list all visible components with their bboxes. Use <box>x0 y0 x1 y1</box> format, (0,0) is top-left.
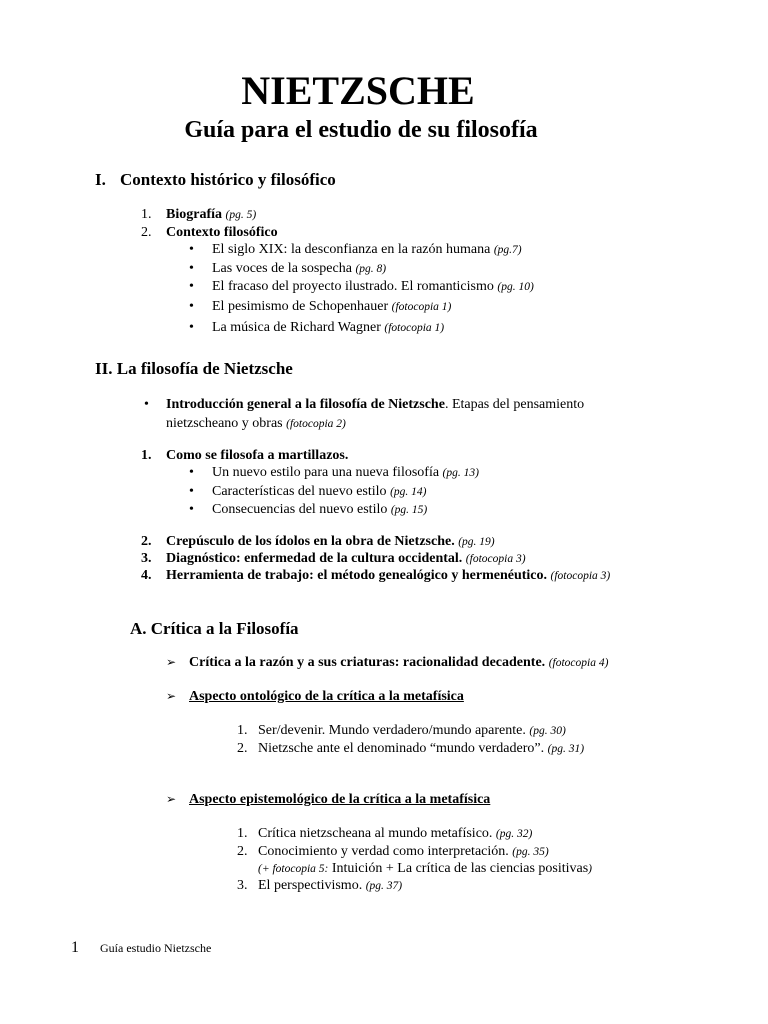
bullet-icon: • <box>189 279 194 294</box>
list-item <box>166 535 495 549</box>
list-number: 3. <box>237 878 248 893</box>
note-suffix: ) <box>588 863 593 875</box>
list-item-label: Crítica a la razón y a sus criaturas: racionalidad decadente. <box>189 655 546 670</box>
page-reference: (fotocopia 1) <box>384 322 445 334</box>
arrow-bullet-icon: ➢ <box>166 655 177 669</box>
page-reference: (fotocopia 4) <box>548 657 609 669</box>
document-title: NIETZSCHE <box>241 68 475 113</box>
page-reference: (fotocopia 2) <box>286 418 346 430</box>
intro-text: . Etapas del pensamiento <box>444 397 585 412</box>
page-reference: (pg. 13) <box>442 467 479 479</box>
list-item <box>258 827 532 841</box>
list-item-text: Características del nuevo estilo <box>212 484 387 499</box>
list-item-text: Ser/devenir. Mundo verdadero/mundo aparente. <box>258 723 526 738</box>
page-reference: (fotocopia 1) <box>391 301 452 313</box>
list-item-text: El fracaso del proyecto ilustrado. El romanticismo <box>212 279 494 294</box>
list-number: 2. <box>141 534 152 549</box>
list-item-text: El pesimismo de Schopenhauer <box>212 299 389 314</box>
page-reference: (fotocopia 3) <box>550 570 611 582</box>
list-item <box>212 321 444 335</box>
arrow-bullet-icon: ➢ <box>166 792 177 806</box>
list-item <box>212 300 451 314</box>
list-item-label: Herramienta de trabajo: el método genealógico y hermenéutico. <box>166 568 548 583</box>
footer-text: Guía estudio Nietzsche <box>100 941 212 955</box>
bullet-icon: • <box>189 465 194 480</box>
list-number: 1. <box>237 723 248 738</box>
subsection-heading: Aspecto ontológico de la crítica a la metafísica <box>189 689 464 704</box>
page-reference: (pg. 19) <box>458 536 495 548</box>
page-number: 1 <box>71 939 79 956</box>
list-item <box>212 262 386 276</box>
list-item <box>166 569 610 583</box>
page-reference: (pg. 15) <box>390 504 428 516</box>
bullet-icon: • <box>189 320 194 335</box>
page-reference: (pg. 35) <box>512 846 549 858</box>
note-text: Intuición + La crítica de las ciencias positivas <box>328 861 589 876</box>
list-item-text: Un nuevo estilo para una nueva filosofía <box>212 465 440 480</box>
list-item-label: Biografía <box>166 207 222 222</box>
page-reference: (pg. 8) <box>355 263 387 275</box>
list-item-text: Las voces de la sospecha <box>212 261 352 276</box>
list-item-text: Consecuencias del nuevo estilo <box>212 502 388 517</box>
list-item-text: Crítica nietzscheana al mundo metafísico. <box>258 826 493 841</box>
list-item-label: Como se filosofa a martillazos. <box>166 448 349 463</box>
intro-line-1 <box>166 398 584 412</box>
list-item <box>166 552 526 566</box>
list-item <box>212 243 522 257</box>
list-item <box>258 724 566 738</box>
list-number: 4. <box>141 568 152 583</box>
document-subtitle: Guía para el estudio de su filosofía <box>184 117 538 143</box>
bullet-icon: • <box>189 502 194 517</box>
arrow-bullet-icon: ➢ <box>166 689 177 703</box>
list-number: 1. <box>141 207 152 222</box>
list-item-text: La música de Richard Wagner <box>212 320 381 335</box>
page-reference: (pg. 5) <box>225 209 257 221</box>
list-item-text: El siglo XIX: la desconfianza en la razón humana <box>212 242 491 257</box>
list-number: 2. <box>237 844 248 859</box>
list-item <box>212 466 479 480</box>
section-1-number: I. <box>95 170 106 189</box>
intro-bold: Introducción general a la filosofía de Nietzsche <box>166 397 445 412</box>
page-reference: (pg. 14) <box>390 486 427 498</box>
bullet-icon: • <box>189 484 194 499</box>
bullet-icon: • <box>189 242 194 257</box>
page-reference: (pg. 10) <box>497 281 534 293</box>
page-reference: (pg. 32) <box>495 828 533 840</box>
page-reference: (pg.7) <box>493 244 522 256</box>
note-prefix: (+ fotocopia 5: <box>258 863 329 875</box>
list-item <box>258 742 584 756</box>
list-item <box>212 485 426 499</box>
list-item <box>258 879 402 893</box>
intro-line-2 <box>166 417 346 431</box>
list-item <box>166 208 256 222</box>
subsection-heading: Aspecto epistemológico de la crítica a la metafísica <box>189 792 491 807</box>
list-item-text: El perspectivismo. <box>258 878 363 893</box>
page-reference: (pg. 31) <box>547 743 585 755</box>
section-2-heading: II. La filosofía de Nietzsche <box>95 359 293 378</box>
section-a-heading: A. Crítica a la Filosofía <box>130 619 299 638</box>
list-item <box>212 503 427 517</box>
bullet-icon: • <box>189 261 194 276</box>
list-number: 1. <box>141 448 152 463</box>
page-reference: (pg. 30) <box>529 725 566 737</box>
list-item <box>258 845 549 859</box>
bullet-icon: • <box>144 397 149 412</box>
list-item-label: Crepúsculo de los ídolos en la obra de Nietzsche. <box>166 534 455 549</box>
list-item-text: Nietzsche ante el denominado “mundo verdadero”. <box>258 741 545 756</box>
list-number: 1. <box>237 826 248 841</box>
list-number: 2. <box>141 225 152 240</box>
page-reference: (fotocopia 3) <box>465 553 526 565</box>
list-number: 2. <box>237 741 248 756</box>
section-1-heading: Contexto histórico y filosófico <box>120 170 336 189</box>
list-item-label: Contexto filosófico <box>166 225 278 240</box>
intro-text: nietzscheano y obras <box>166 416 283 431</box>
list-item-label: Diagnóstico: enfermedad de la cultura occidental. <box>166 551 463 566</box>
list-item-text: Conocimiento y verdad como interpretación. <box>258 844 509 859</box>
note-line <box>258 862 592 876</box>
bullet-icon: • <box>189 299 194 314</box>
list-number: 3. <box>141 551 152 566</box>
list-item <box>212 280 534 294</box>
list-item <box>189 656 608 670</box>
page-reference: (pg. 37) <box>365 880 403 892</box>
